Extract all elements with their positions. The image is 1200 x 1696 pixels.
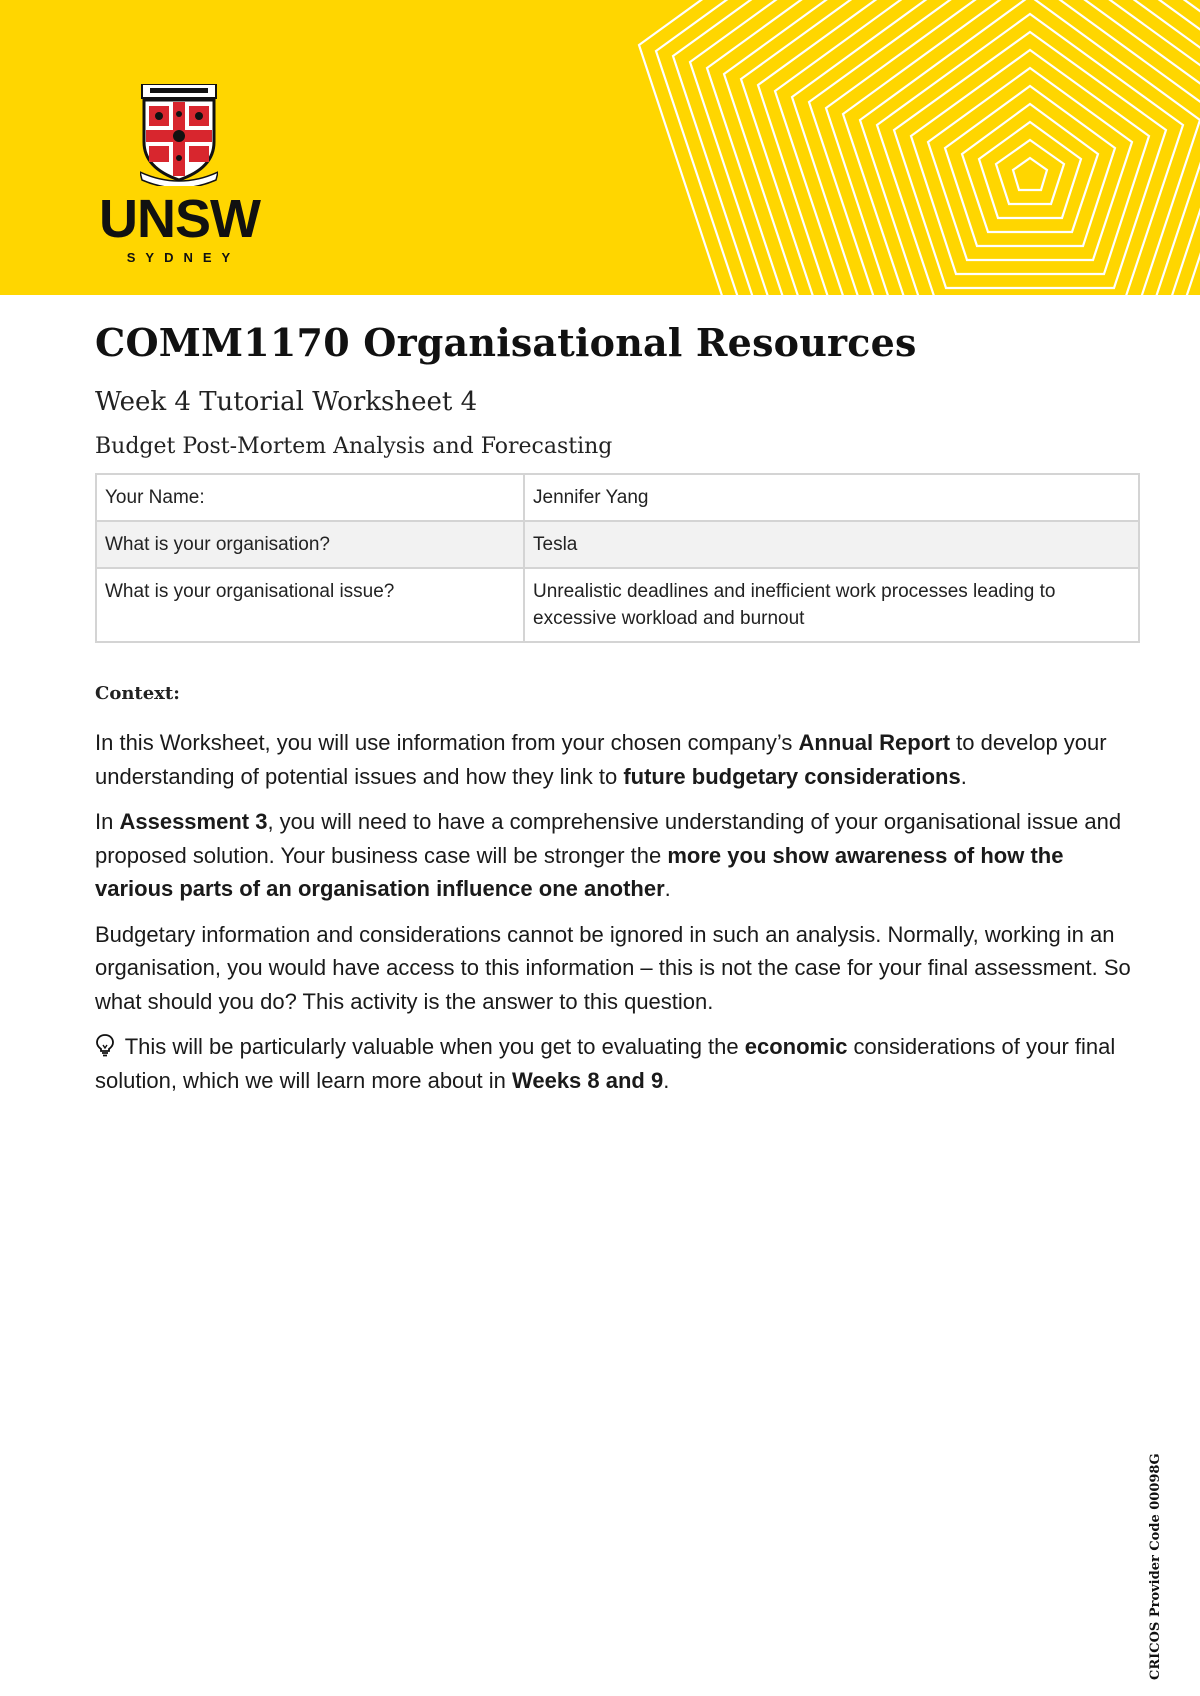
info-table xyxy=(95,473,1140,643)
document-body xyxy=(95,320,1140,1097)
bold-text: future budgetary considerations xyxy=(623,763,961,789)
lightbulb-icon xyxy=(95,1033,115,1057)
logo-location: SYDNEY xyxy=(126,250,241,265)
header-banner xyxy=(0,0,1200,295)
table-row xyxy=(96,568,1139,642)
bold-text: more you show awareness of how the various parts of an organisation influence one another xyxy=(95,842,1064,901)
bold-text: Annual Report xyxy=(798,730,951,755)
row-label: What is your organisational issue? xyxy=(96,568,524,642)
text: to develop your understanding of potential issues and how they link to xyxy=(95,730,1107,789)
table-row xyxy=(96,474,1139,521)
text: considerations of your final solution, which we will learn more about in xyxy=(95,1034,1116,1093)
context-label: Context: xyxy=(95,683,180,704)
context-paragraph-1 xyxy=(95,726,1140,793)
unsw-logo xyxy=(92,84,267,264)
row-value: Jennifer Yang xyxy=(524,474,1139,521)
bold-text: Assessment 3 xyxy=(119,809,268,834)
section-title: Budget Post-Mortem Analysis and Forecasting xyxy=(95,434,613,459)
crest-icon xyxy=(140,84,218,186)
cricos-code: CRICOS Provider Code 00098G xyxy=(1148,1453,1163,1680)
text: In this Worksheet, you will use information from your chosen company’s xyxy=(95,730,799,755)
context-paragraph-3: Budgetary information and considerations cannot be ignored in such an analysis. Normally, working in an organisation, you would have access to this information – this is not the case for your final assessment. So what should you do? This activity is the answer to this question. xyxy=(95,921,1131,1014)
row-label: Your Name: xyxy=(96,474,524,521)
table-row xyxy=(96,521,1139,568)
row-label: What is your organisation? xyxy=(96,521,524,568)
text: This will be particularly valuable when you get to evaluating the xyxy=(119,1034,745,1059)
text: In xyxy=(95,809,120,834)
logo-wordmark: UNSW xyxy=(99,189,260,249)
page-title: COMM1170 Organisational Resources xyxy=(95,320,917,365)
text: , you will need to have a comprehensive understanding of your organisational issue and proposed solution. Your business case will be stronger the xyxy=(95,809,1122,868)
bold-text: economic xyxy=(744,1034,848,1059)
bold-text: Weeks 8 and 9 xyxy=(511,1067,664,1093)
text: . xyxy=(664,876,671,901)
context-paragraph-2 xyxy=(95,805,1140,906)
context-paragraph-4 xyxy=(95,1030,1140,1097)
page-subtitle: Week 4 Tutorial Worksheet 4 xyxy=(95,387,478,417)
row-value: Unrealistic deadlines and inefficient work processes leading to excessive workload and burnout xyxy=(524,568,1139,642)
row-value: Tesla xyxy=(524,521,1139,568)
text: . xyxy=(663,1067,670,1093)
text: . xyxy=(960,763,967,789)
